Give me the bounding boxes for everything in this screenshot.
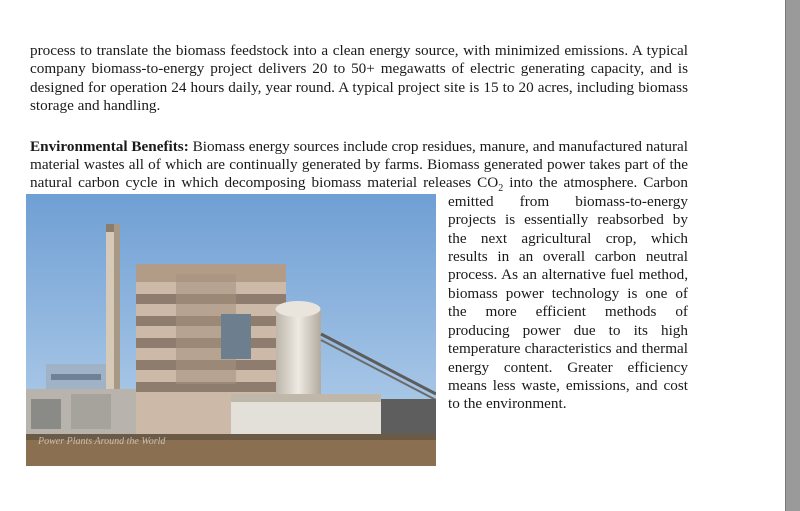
environmental-benefits-text-a: Biomass energy sources include crop residues, manure, and manufactured natural material wastes all of which are continually generated by farms. Biomass generated power takes part of the natural carbon cycle in which decomposing biomass material releases CO (30, 137, 688, 192)
paragraph-environmental-benefits (30, 137, 688, 448)
environmental-benefits-text-b: into the atmosphere. Carbon emitted from biomass-to-energy projects is essentially reabsorbed by the next agricultural crop, which results in an overall carbon neutral process. As an alternative fuel method, biomass power technology is one of the more efficient methods of producing power due to its high temperature characteristics and thermal energy content. Greater efficiency means less waste, emissions, and cost to the environment. (448, 174, 688, 413)
power-plant-illustration (26, 194, 436, 466)
co2-subscript: 2 (498, 183, 504, 195)
vertical-scrollbar[interactable] (785, 0, 800, 511)
document-content (30, 42, 688, 466)
paragraph-project-overview: process to translate the biomass feedstock into a clean energy source, with minimized emissions. A typical company biomass-to-energy project delivers 20 to 50+ megawatts of electric generating capacity, and is designed for operation 24 hours daily, year round. A typical project site is 15 to 20 acres, including biomass storage and handling. (30, 42, 688, 115)
photo-watermark: Power Plants Around the World (38, 436, 166, 448)
environmental-benefits-heading: Environmental Benefits: (30, 137, 189, 155)
power-plant-photo (26, 194, 436, 466)
